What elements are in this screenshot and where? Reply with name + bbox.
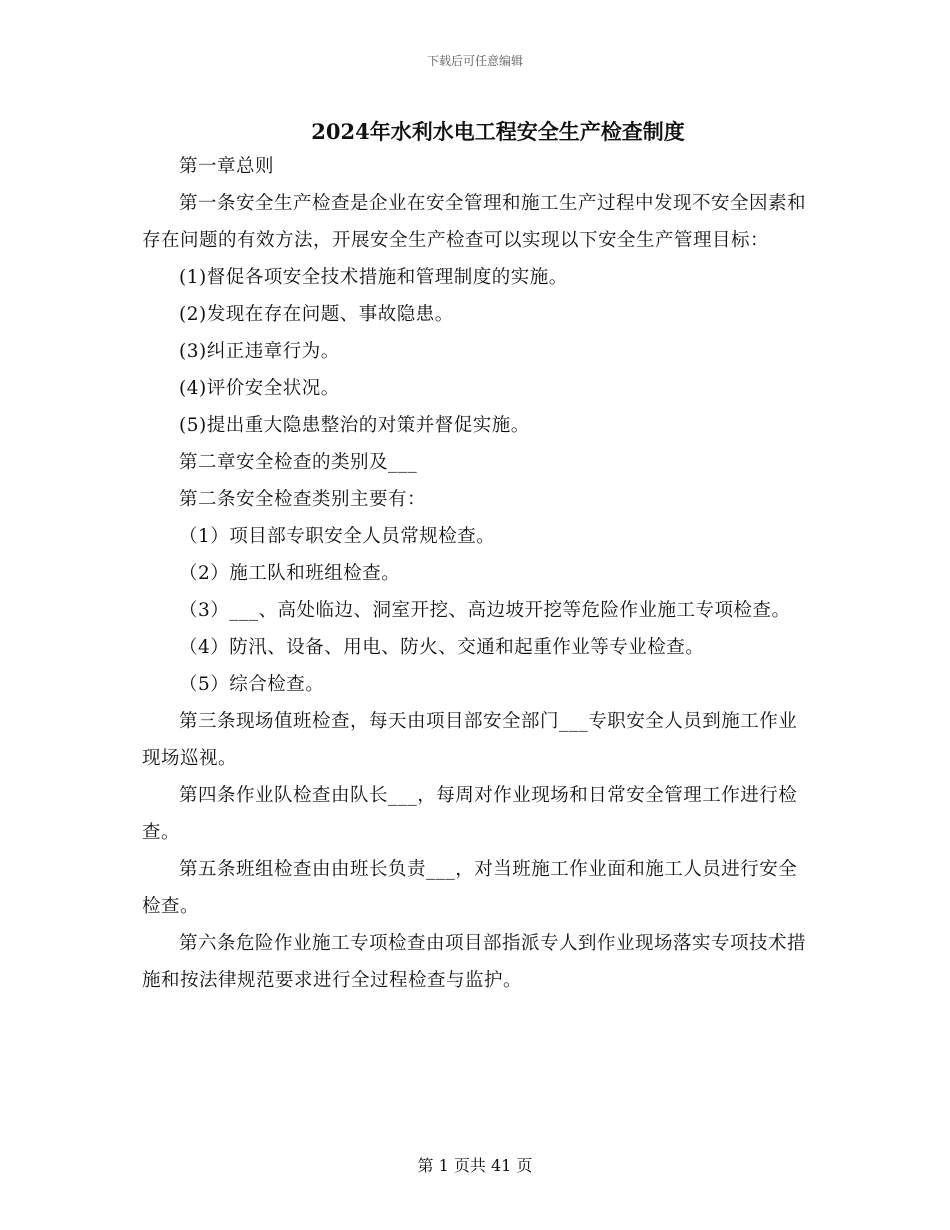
paragraph: (1)督促各项安全技术措施和管理制度的实施。 [179,267,568,288]
page-number: 第 1 页共 41 页 [417,1156,533,1175]
document-title: 2024年水利水电工程安全生产检查制度 [311,119,685,144]
paragraph: (2)发现在存在问题、事故隐患。 [179,304,454,325]
paragraph: (3)纠正违章行为。 [179,341,340,362]
paragraph: 第六条危险作业施工专项检查由项目部指派专人到作业现场落实专项技术措施和按法律规范要求进行全过程检查与监护。 [142,933,807,991]
paragraph: 第一章总则 [179,156,275,177]
paragraph: (4)评价安全状况。 [179,378,340,399]
paragraph: （3）___、高处临边、洞室开挖、高边坡开挖等危险作业施工专项检查。 [179,600,791,621]
paragraph: （4）防汛、设备、用电、防火、交通和起重作业等专业检查。 [179,637,705,658]
document-body [142,148,812,999]
paragraph: （1）项目部专职安全人员常规检查。 [179,526,496,547]
paragraph: (5)提出重大隐患整治的对策并督促实施。 [179,415,530,436]
paragraph: 第四条作业队检查由队长___，每周对作业现场和日常安全管理工作进行检查。 [142,785,798,843]
paragraph: 第五条班组检查由由班长负责___，对当班施工作业面和施工人员进行安全检查。 [142,859,798,917]
paragraph: （2）施工队和班组检查。 [179,563,401,584]
paragraph: （5）综合检查。 [179,674,325,695]
paragraph: 第二条安全检查类别主要有： [179,489,427,510]
paragraph: 第二章安全检查的类别及___ [179,452,418,473]
paragraph: 第一条安全生产检查是企业在安全管理和施工生产过程中发现不安全因素和存在问题的有效方法，开展安全生产检查可以实现以下安全生产管理目标： [142,193,807,251]
paragraph: 第三条现场值班检查，每天由项目部安全部门___专职安全人员到施工作业现场巡视。 [142,711,798,769]
page-header-note: 下载后可任意编辑 [426,54,523,68]
